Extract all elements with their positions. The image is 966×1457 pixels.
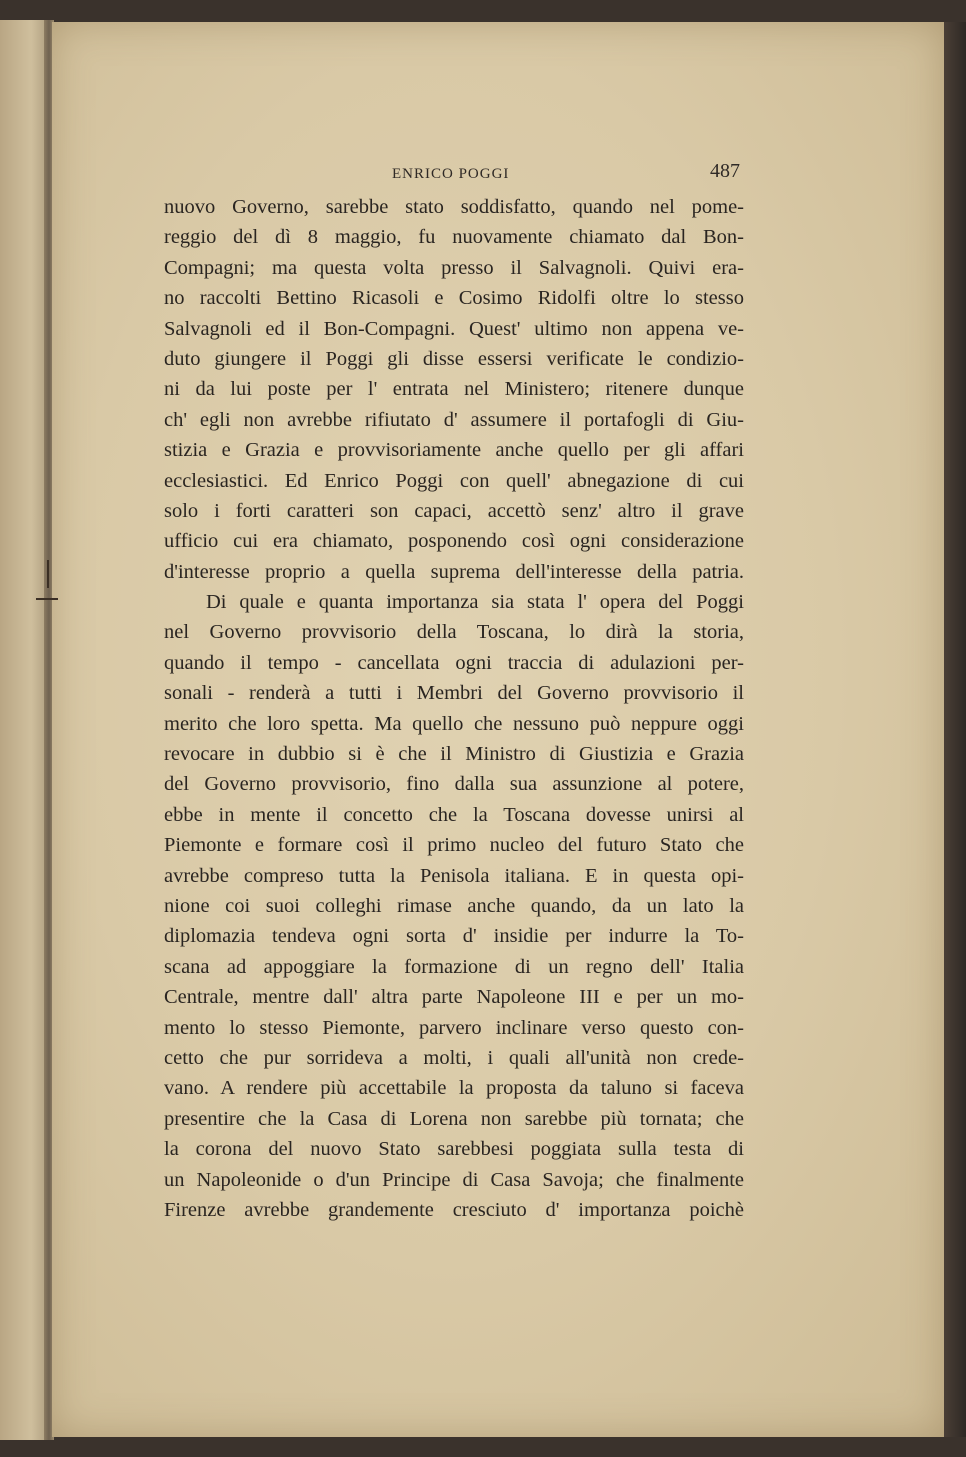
text-line: ufficio cui era chiamato, posponendo così ogni considerazione — [164, 530, 744, 553]
text-line: Compagni; ma questa volta presso il Salvagnoli. Quivi era- — [164, 256, 744, 279]
text-line: nione coi suoi colleghi rimase anche quando, da un lato la — [164, 894, 744, 917]
text-line: avrebbe compreso tutta la Penisola italiana. E in questa opi- — [164, 864, 744, 887]
text-line: reggio del dì 8 maggio, fu nuovamente chiamato dal Bon- — [164, 226, 744, 249]
binding-thread-mark — [47, 560, 49, 588]
text-line: Firenze avrebbe grandemente cresciuto d' importanza poichè — [164, 1198, 744, 1221]
text-line: revocare in dubbio si è che il Ministro di Giustizia e Grazia — [164, 743, 744, 766]
text-line: d'interesse proprio a quella suprema dell'interesse della patria. — [164, 560, 744, 583]
text-line: mento lo stesso Piemonte, parvero inclinare verso questo con- — [164, 1016, 744, 1039]
body-text — [164, 192, 744, 1225]
text-line: ch' egli non avrebbe rifiutato d' assumere il portafogli di Giu- — [164, 408, 744, 431]
running-title: ENRICO POGGI — [392, 166, 510, 182]
paragraph — [164, 587, 744, 1225]
page-header — [340, 160, 740, 188]
text-line: Di quale e quanta importanza sia stata l' opera del Poggi — [206, 591, 744, 614]
text-line: del Governo provvisorio, fino dalla sua assunzione al potere, — [164, 773, 744, 796]
page-edge-shadow — [944, 22, 966, 1437]
text-line: presentire che la Casa di Lorena non sarebbe più tornata; che — [164, 1107, 744, 1130]
text-line: nuovo Governo, sarebbe stato soddisfatto, quando nel pome- — [164, 196, 744, 218]
text-line: solo i forti caratteri son capaci, accettò senz' altro il grave — [164, 499, 744, 522]
text-line: la corona del nuovo Stato sarebbesi poggiata sulla testa di — [164, 1138, 744, 1161]
text-line: merito che loro spetta. Ma quello che nessuno può neppure oggi — [164, 712, 744, 735]
text-line: ni da lui poste per l' entrata nel Ministero; ritenere dunque — [164, 378, 744, 401]
page-number: 487 — [710, 160, 740, 182]
text-line: Salvagnoli ed il Bon-Compagni. Quest' ultimo non appena ve- — [164, 317, 744, 340]
text-line: Piemonte e formare così il primo nucleo del futuro Stato che — [164, 834, 744, 857]
text-line: quando il tempo - cancellata ogni traccia di adulazioni per- — [164, 651, 744, 674]
text-line: ebbe in mente il concetto che la Toscana dovesse unirsi al — [164, 803, 744, 826]
text-line: ecclesiastici. Ed Enrico Poggi con quell' abnegazione di cui — [164, 469, 744, 492]
binding-thread-mark — [36, 598, 58, 600]
text-line: Centrale, mentre dall' altra parte Napoleone III e per un mo- — [164, 986, 744, 1009]
text-line: duto giungere il Poggi gli disse essersi verificate le condizio- — [164, 347, 744, 370]
text-line: cetto che pur sorrideva a molti, i quali all'unità non crede- — [164, 1046, 744, 1069]
text-line: sonali - renderà a tutti i Membri del Governo provvisorio il — [164, 682, 744, 705]
text-line: scana ad appoggiare la formazione di un regno dell' Italia — [164, 955, 744, 978]
text-line: vano. A rendere più accettabile la proposta da taluno si faceva — [164, 1077, 744, 1100]
text-line: nel Governo provvisorio della Toscana, lo dirà la storia, — [164, 621, 744, 644]
paragraph — [164, 192, 744, 587]
text-line: stizia e Grazia e provvisoriamente anche quello per gli affari — [164, 439, 744, 462]
text-line: un Napoleonide o d'un Principe di Casa Savoja; che finalmente — [164, 1168, 744, 1191]
text-line: diplomazia tendeva ogni sorta d' insidie per indurre la To- — [164, 925, 744, 948]
text-line: no raccolti Bettino Ricasoli e Cosimo Ridolfi oltre lo stesso — [164, 287, 744, 310]
